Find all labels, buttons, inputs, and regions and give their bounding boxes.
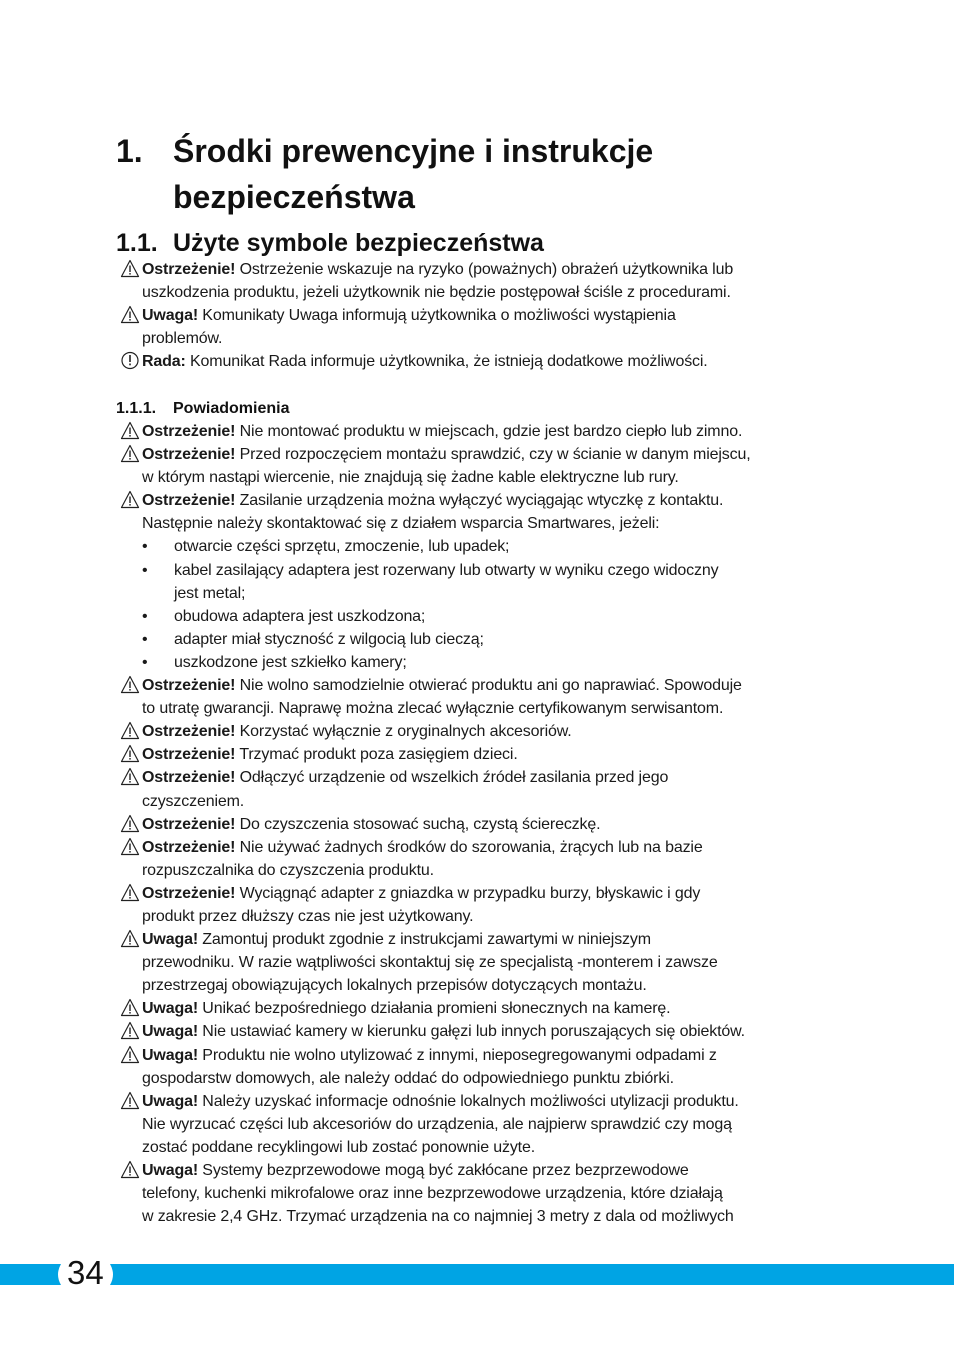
warning-icon <box>120 929 140 948</box>
notice-line <box>142 1020 842 1043</box>
notice-item <box>142 928 842 997</box>
notice-label: Ostrzeżenie! <box>142 723 236 741</box>
notice-label: Uwaga! <box>142 1023 198 1041</box>
notice-label: Uwaga! <box>142 307 198 325</box>
notice-line <box>142 350 842 373</box>
notice-line <box>142 304 842 327</box>
notice-line <box>142 281 842 304</box>
bullet-text: otwarcie części sprzętu, zmoczenie, lub upadek; <box>174 538 510 556</box>
bullet-text: uszkodzone jest szkiełko kamery; <box>174 653 407 671</box>
warning-icon <box>120 721 140 740</box>
notice-line <box>142 790 842 813</box>
bullet-item <box>142 628 842 651</box>
notice-label: Uwaga! <box>142 1092 198 1110</box>
notice-line <box>142 697 842 720</box>
notice-item <box>142 997 842 1020</box>
notice-line <box>142 1067 842 1090</box>
notice-item <box>142 258 842 304</box>
notice-label: Ostrzeżenie! <box>142 492 236 510</box>
footer-bar-left <box>0 1264 53 1285</box>
notice-text: Komunikat Rada informuje użytkownika, że istnieją dodatkowe możliwości. <box>185 353 708 371</box>
notice-label: Ostrzeżenie! <box>142 261 236 278</box>
notice-text: rozpuszczalnika do czyszczenia produktu. <box>142 861 434 879</box>
notice-text: przestrzegaj obowiązujących lokalnych przepisów dotyczących montażu. <box>142 977 647 995</box>
notice-text: Systemy bezprzewodowe mogą być zakłócane przez bezprzewodowe <box>198 1162 689 1179</box>
notice-item <box>142 304 842 350</box>
notice-line <box>142 882 842 905</box>
notice-text: problemów. <box>142 330 223 348</box>
notice-line <box>142 1159 842 1182</box>
notice-item <box>142 1044 842 1090</box>
notice-label: Rada: <box>142 353 186 371</box>
notice-item <box>142 813 842 836</box>
notice-label: Ostrzeżenie! <box>142 423 236 440</box>
warning-icon <box>120 837 140 856</box>
notice-text: Następnie należy skontaktować się z działem wsparcia Smartwares, jeżeli: <box>142 515 660 533</box>
notice-label: Uwaga! <box>142 1000 198 1018</box>
info-icon <box>120 351 140 370</box>
notice-item <box>142 836 842 882</box>
bullet-dot: • <box>142 630 148 648</box>
notice-line <box>142 258 842 281</box>
notice-item <box>142 882 842 928</box>
notices-list <box>142 420 842 1228</box>
notice-label: Ostrzeżenie! <box>142 746 236 764</box>
bullet-text: kabel zasilający adaptera jest rozerwany lub otwarty w wyniku czego widoczny <box>174 561 719 579</box>
notice-item <box>142 674 842 720</box>
notice-text: przewodniku. W razie wątpliwości skontaktuj się ze specjalistą -monterem i zawsze <box>142 954 718 972</box>
page-number: 34 <box>67 1254 104 1291</box>
notice-item <box>142 1159 842 1228</box>
warning-icon <box>120 675 140 694</box>
notice-line <box>142 859 842 882</box>
notice-line <box>142 766 842 789</box>
notice-line <box>142 1136 842 1159</box>
notice-line <box>142 1205 842 1228</box>
section-number: 1. <box>116 133 143 169</box>
notice-text: Odłączyć urządzenie od wszelkich źródeł zasilania przed jego <box>235 769 669 787</box>
notice-text: uszkodzenia produktu, jeżeli użytkownik nie będzie postępował ściśle z procedurami. <box>142 284 731 302</box>
notice-text: gospodarstw domowych, ale należy oddać do odpowiedniego punktu zbiórki. <box>142 1069 674 1087</box>
notice-text: produkt przez dłuższy czas nie jest użytkowany. <box>142 907 474 925</box>
footer-bracket-right <box>110 1264 118 1285</box>
notice-line <box>142 466 842 489</box>
notice-line <box>142 974 842 997</box>
bullet-dot: • <box>142 607 148 625</box>
notice-text: w którym nastąpi wiercenie, nie znajdują się żadne kable elektryczne lub rury. <box>142 469 679 487</box>
notice-label: Uwaga! <box>142 1046 198 1064</box>
notice-line <box>142 1044 842 1067</box>
notice-text: Trzymać produkt poza zasięgiem dzieci. <box>235 746 518 764</box>
notice-text: Nie używać żadnych środków do szorowania, żrących lub na bazie <box>235 838 703 856</box>
warning-icon <box>120 421 140 440</box>
notice-label: Ostrzeżenie! <box>142 884 236 902</box>
notice-text: telefony, kuchenki mikrofalowe oraz inne bezprzewodowe urządzenia, które działają <box>142 1185 723 1203</box>
warning-icon <box>120 259 140 278</box>
warning-icon <box>120 305 140 324</box>
warning-icon <box>120 1021 140 1040</box>
notice-line <box>142 420 842 443</box>
notice-item <box>142 1090 842 1159</box>
warning-icon <box>120 1091 140 1110</box>
notice-item <box>142 743 842 766</box>
notice-line <box>142 489 842 512</box>
bullet-item <box>142 559 842 582</box>
notice-text: Ostrzeżenie wskazuje na ryzyko (poważnych) obrażeń użytkownika lub <box>235 261 734 278</box>
warning-icon <box>120 444 140 463</box>
subsection-heading <box>116 226 544 260</box>
notice-text: Należy uzyskać informacje odnośnie lokalnych możliwości utylizacji produktu. <box>198 1092 739 1110</box>
notice-label: Ostrzeżenie! <box>142 815 236 833</box>
notice-text: czyszczeniem. <box>142 792 245 810</box>
notice-text: w zakresie 2,4 GHz. Trzymać urządzenia na co najmniej 3 metry z dala od możliwych <box>142 1208 734 1226</box>
warning-icon <box>120 998 140 1017</box>
notice-line <box>142 836 842 859</box>
subsubsection-number: 1.1.1. <box>116 400 157 417</box>
notice-item <box>142 350 842 373</box>
notice-item <box>142 1020 842 1043</box>
notice-line <box>142 443 842 466</box>
warning-icon <box>120 814 140 833</box>
notice-text: Korzystać wyłącznie z oryginalnych akcesoriów. <box>235 723 572 741</box>
subsection-title: Użyte symbole bezpieczeństwa <box>173 229 544 257</box>
bullet-dot: • <box>142 561 148 579</box>
notice-line <box>142 720 842 743</box>
notice-text: Nie wyrzucać części lub akcesoriów do urządzenia, ale najpierw sprawdzić czy mogą <box>142 1115 732 1133</box>
warning-icon <box>120 767 140 786</box>
notice-text: Nie montować produktu w miejscach, gdzie jest bardzo ciepło lub zimno. <box>235 423 743 440</box>
bullet-item <box>142 582 842 605</box>
notice-line <box>142 327 842 350</box>
notice-line <box>142 813 842 836</box>
notice-text: Zasilanie urządzenia można wyłączyć wyciągając wtyczkę z kontaktu. <box>235 492 724 510</box>
notice-line <box>142 997 842 1020</box>
notice-label: Uwaga! <box>142 1162 198 1179</box>
notice-label: Ostrzeżenie! <box>142 677 236 695</box>
notice-line <box>142 1113 842 1136</box>
notice-text: Produktu nie wolno utylizować z innymi, nieposegregowanymi odpadami z <box>198 1046 717 1064</box>
notice-text: to utratę gwarancji. Naprawę można zlecać wyłącznie certyfikowanym serwisantom. <box>142 700 724 718</box>
notice-line <box>142 1090 842 1113</box>
bullet-item <box>142 535 842 558</box>
warning-icon <box>120 883 140 902</box>
notice-item <box>142 420 842 443</box>
notice-line <box>142 674 842 697</box>
bullet-text: jest metal; <box>174 584 246 602</box>
symbols-list <box>142 258 842 373</box>
notice-text: Nie wolno samodzielnie otwierać produktu ani go naprawiać. Spowoduje <box>235 677 742 695</box>
warning-icon <box>120 1160 140 1179</box>
notice-label: Ostrzeżenie! <box>142 769 236 787</box>
bullet-dot: • <box>142 538 148 556</box>
bullet-dot: • <box>142 653 148 671</box>
bullet-item <box>142 651 842 674</box>
notice-text: Do czyszczenia stosować suchą, czystą ściereczkę. <box>235 815 601 833</box>
notice-label: Ostrzeżenie! <box>142 838 236 856</box>
bullet-text: obudowa adaptera jest uszkodzona; <box>174 607 426 625</box>
notice-text: Wyciągnąć adapter z gniazdka w przypadku burzy, błyskawic i gdy <box>235 884 701 902</box>
notice-line <box>142 928 842 951</box>
notice-line <box>142 951 842 974</box>
footer-bracket-left <box>53 1264 61 1285</box>
notice-label: Ostrzeżenie! <box>142 446 236 464</box>
notice-text: Unikać bezpośredniego działania promieni słonecznych na kamerę. <box>198 1000 671 1018</box>
bullet-item <box>142 605 842 628</box>
notice-item <box>142 489 842 674</box>
notice-text: Przed rozpoczęciem montażu sprawdzić, czy w ścianie w danym miejscu, <box>235 446 751 464</box>
notice-text: zostać poddane recyklingowi lub zostać ponownie użyte. <box>142 1138 536 1156</box>
notice-label: Uwaga! <box>142 931 198 949</box>
subsubsection-title: Powiadomienia <box>173 400 290 417</box>
notice-line <box>142 512 842 535</box>
notice-text: Nie ustawiać kamery w kierunku gałęzi lub innych poruszających się obiektów. <box>198 1023 745 1041</box>
notice-item <box>142 443 842 489</box>
subsubsection-heading <box>116 398 289 419</box>
notice-text: Komunikaty Uwaga informują użytkownika o możliwości wystąpienia <box>198 307 676 325</box>
warning-icon <box>120 490 140 509</box>
notice-item <box>142 720 842 743</box>
subsection-number: 1.1. <box>116 229 158 257</box>
notice-text: Zamontuj produkt zgodnie z instrukcjami zawartymi w niniejszym <box>198 931 651 949</box>
notice-line <box>142 1182 842 1205</box>
warning-icon <box>120 1045 140 1064</box>
notice-line <box>142 905 842 928</box>
notice-item <box>142 766 842 812</box>
footer-bar-right <box>118 1264 954 1285</box>
notice-line <box>142 743 842 766</box>
bullet-text: adapter miał styczność z wilgocią lub cieczą; <box>174 630 484 648</box>
warning-icon <box>120 744 140 763</box>
section-title: Środki prewencyjne i instrukcje bezpieczeństwa <box>173 133 654 215</box>
